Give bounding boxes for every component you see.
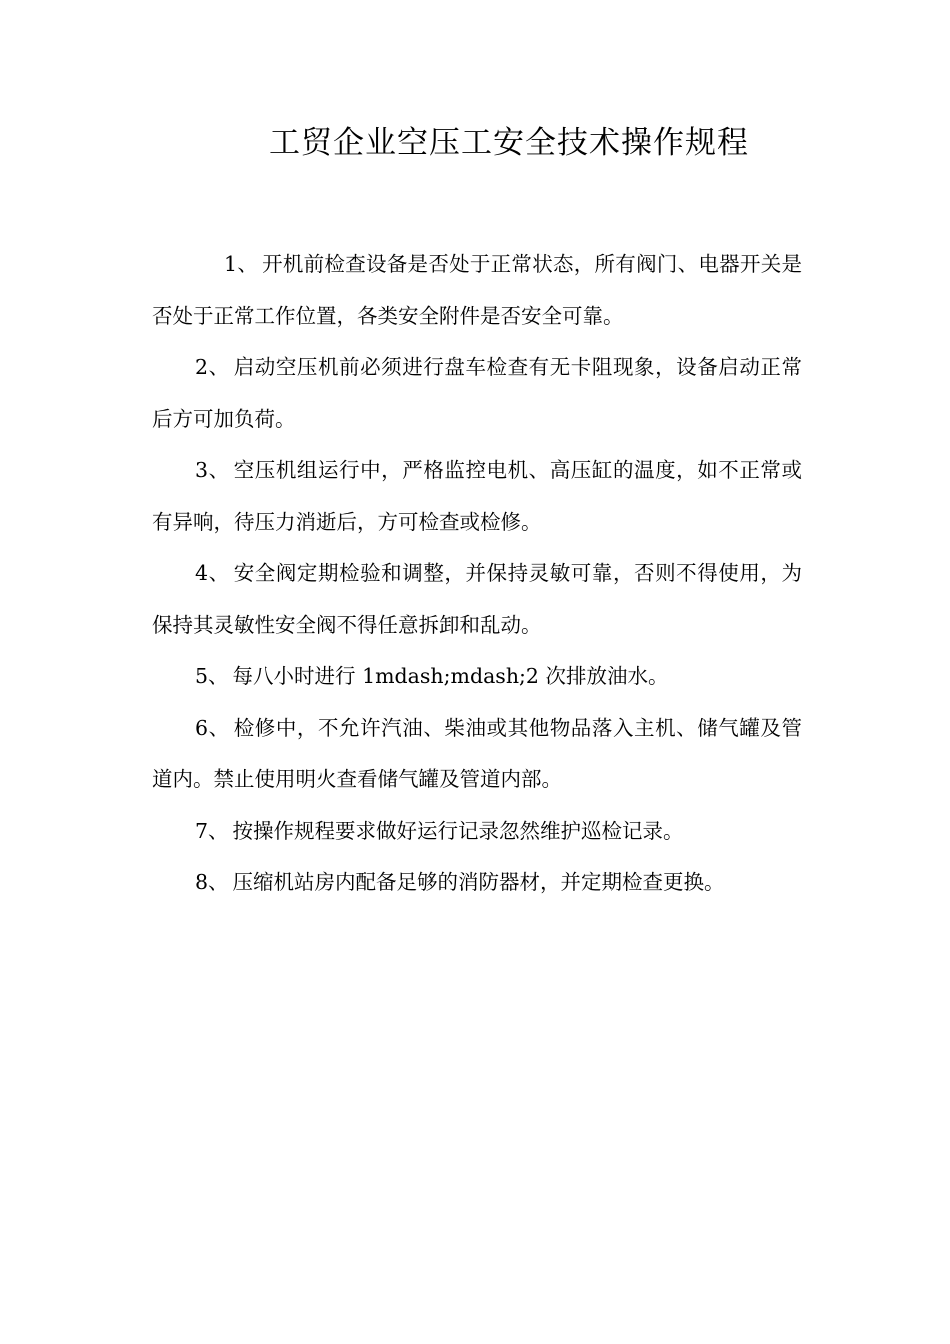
item-number: 6、	[195, 715, 230, 740]
item-text: 空压机组运行中，严格监控电机、高压缸的温度，如不正常或有异响，待压力消逝后，方可检查或检修。	[152, 458, 802, 534]
item-text: 安全阀定期检验和调整，并保持灵敏可靠，否则不得使用，为保持其灵敏性安全阀不得任意拆卸和乱动。	[152, 561, 802, 637]
item-number: 7、	[195, 818, 229, 843]
item-number: 3、	[195, 458, 230, 482]
list-item	[152, 548, 802, 651]
item-number: 4、	[195, 561, 230, 585]
item-number: 5、	[195, 664, 229, 688]
item-text: 按操作规程要求做好运行记录忽然维护巡检记录。	[232, 818, 684, 843]
item-number: 8、	[195, 870, 229, 894]
list-item	[152, 239, 802, 342]
list-item	[152, 342, 802, 445]
list-item	[152, 445, 802, 548]
item-number: 1、	[224, 252, 259, 276]
list-item	[152, 857, 802, 909]
item-text: 每八小时进行 1mdash;mdash;2 次排放油水。	[232, 664, 669, 688]
list-item	[152, 703, 802, 806]
item-number: 2、	[195, 355, 230, 379]
item-text: 检修中，不允许汽油、柴油或其他物品落入主机、储气罐及管道内。禁止使用明火查看储气罐及管道内部。	[152, 715, 802, 791]
list-item	[152, 651, 802, 703]
item-text: 启动空压机前必须进行盘车检查有无卡阻现象，设备启动正常后方可加负荷。	[152, 355, 802, 431]
document-title: 工贸企业空压工安全技术操作规程	[269, 125, 749, 161]
list-item	[152, 806, 802, 858]
item-text: 开机前检查设备是否处于正常状态，所有阀门、电器开关是否处于正常工作位置，各类安全附件是否安全可靠。	[152, 252, 803, 328]
document-body	[152, 239, 802, 909]
item-text: 压缩机站房内配备足够的消防器材，并定期检查更换。	[232, 870, 725, 894]
